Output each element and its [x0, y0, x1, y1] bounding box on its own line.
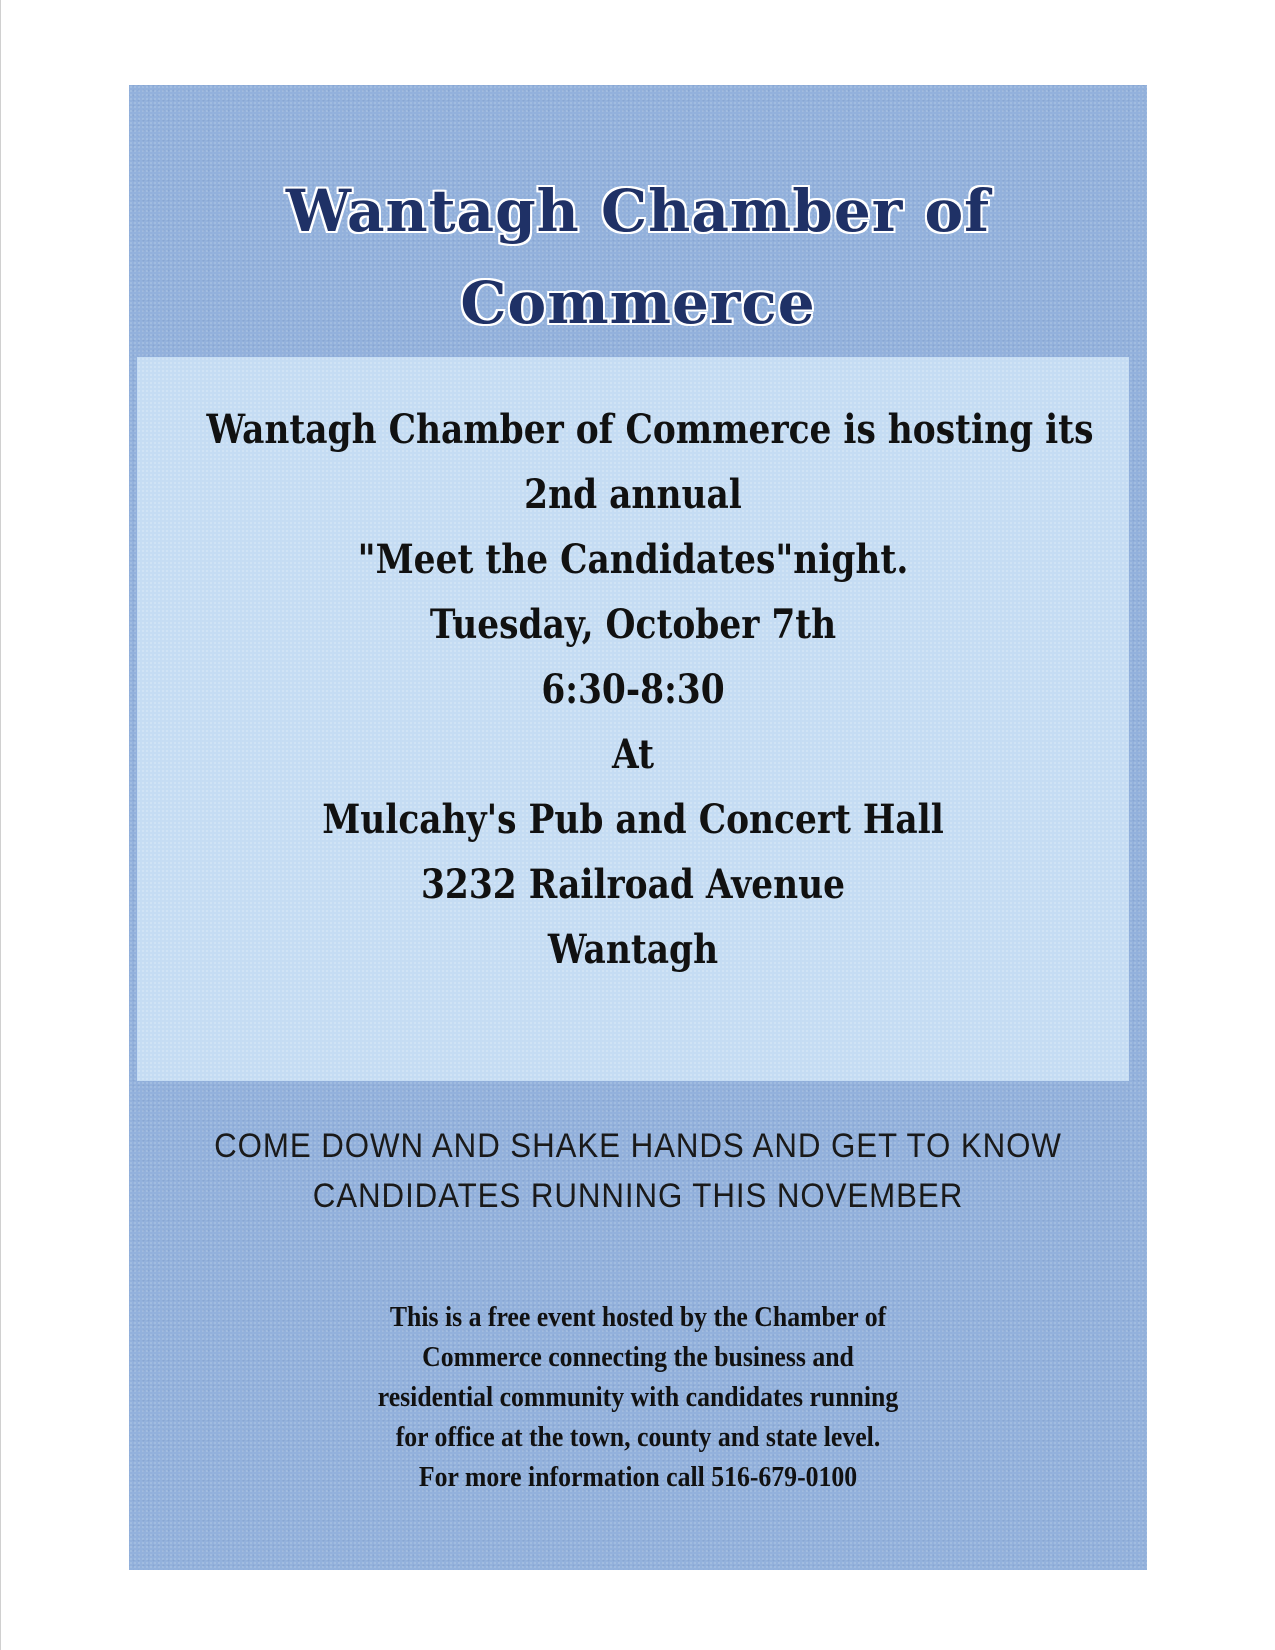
event-date: Tuesday, October 7th: [429, 601, 837, 648]
event-info-panel: [137, 357, 1129, 1081]
flyer-title-line-2: Commerce: [460, 269, 816, 337]
flyer-title-line-1: Wantagh Chamber of: [285, 177, 991, 245]
event-details-paragraph: [129, 1298, 1147, 1498]
event-venue: Mulcahy's Pub and Concert Hall: [322, 796, 944, 843]
invitation-text: [129, 1121, 1147, 1221]
event-time: 6:30-8:30: [541, 666, 725, 713]
event-at-line: At: [612, 731, 654, 778]
details-line-1: This is a free event hosted by the Chamber of: [389, 1302, 887, 1333]
flyer: [129, 85, 1147, 1570]
event-host-line: Wantagh Chamber of Commerce is hosting its: [206, 406, 1094, 453]
event-street-address: 3232 Railroad Avenue: [420, 861, 845, 908]
details-line-2: Commerce connecting the business and: [422, 1342, 854, 1373]
details-line-3: residential community with candidates running: [377, 1382, 899, 1413]
contact-phone-line: For more information call 516-679-0100: [418, 1462, 858, 1493]
event-name-line: "Meet the Candidates"night.: [357, 536, 909, 583]
invitation-line-2: CANDIDATES RUNNING THIS NOVEMBER: [312, 1177, 964, 1215]
event-town: Wantagh: [547, 926, 719, 973]
invitation-line-1: COME DOWN AND SHAKE HANDS AND GET TO KNOW: [214, 1127, 1062, 1165]
event-edition-line: 2nd annual: [524, 471, 742, 518]
flyer-title: [129, 165, 1147, 349]
event-info: [137, 397, 1129, 982]
details-line-4: for office at the town, county and state level.: [395, 1422, 881, 1453]
